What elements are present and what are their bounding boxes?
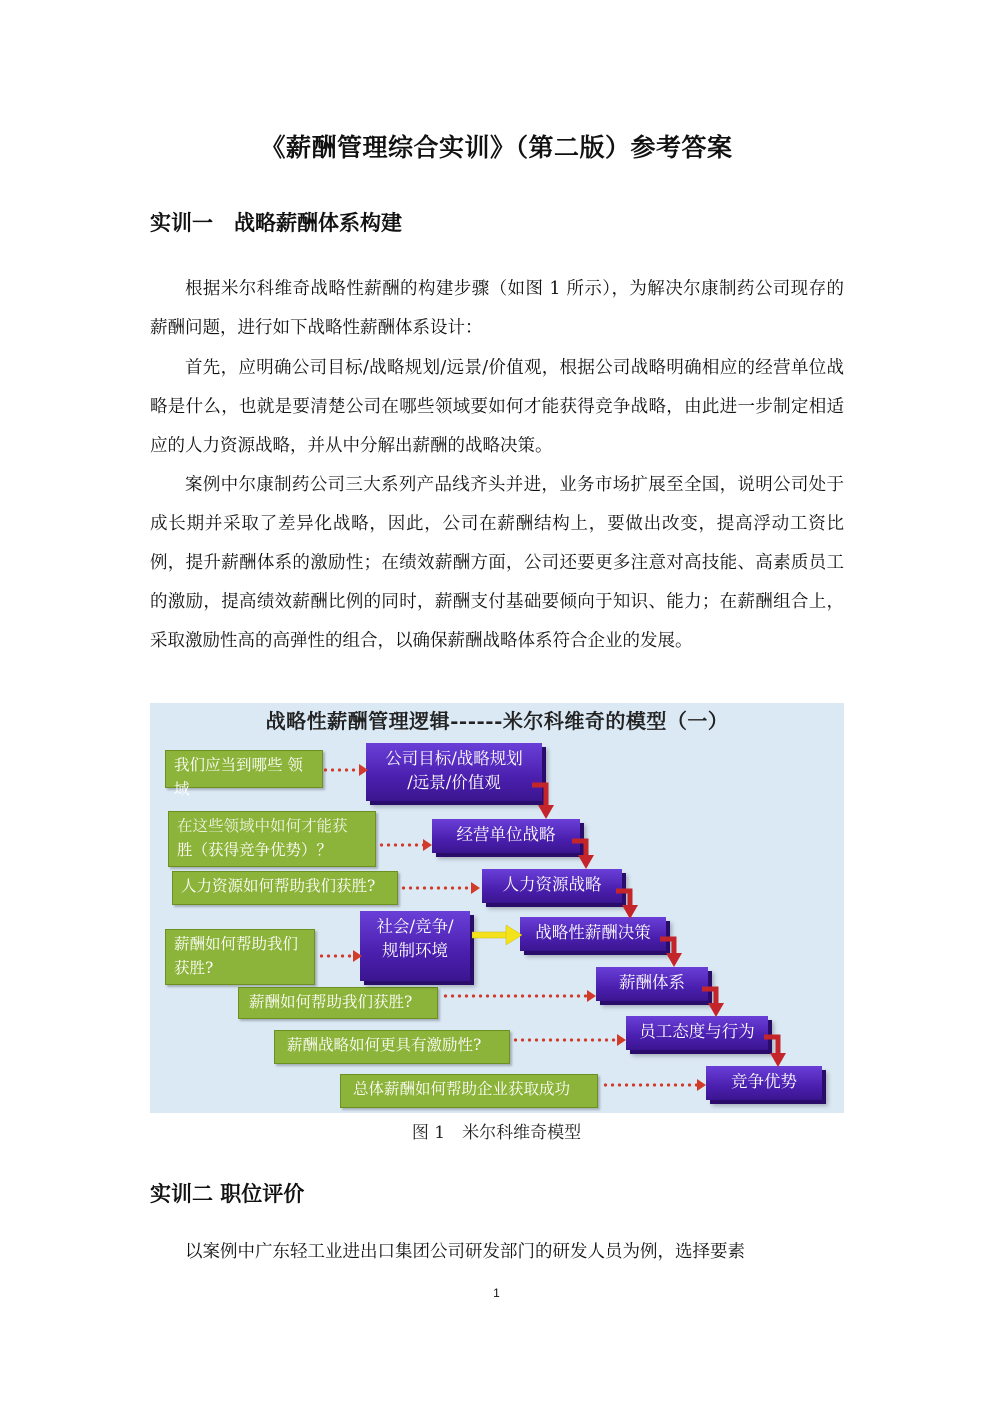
step-text: /远景/价值观	[407, 773, 501, 792]
step-text: 经营单位战略	[456, 825, 556, 844]
question-text: 薪酬如何帮助我们获胜?	[249, 993, 413, 1011]
section-heading-2: 实训二 职位评价	[150, 1181, 305, 1206]
milkovich-model-figure	[150, 703, 844, 1113]
question-box-5	[238, 987, 438, 1019]
red-arrow-icon	[614, 887, 644, 921]
question-text: 我们应当到哪些 领域	[174, 756, 303, 798]
question-text: 人力资源如何帮助我们获胜?	[181, 877, 376, 895]
question-box-4	[165, 929, 315, 985]
yellow-arrow-icon	[472, 925, 522, 945]
paragraph-1: 根据米尔科维奇战略性薪酬的构建步骤（如图 1 所示），为解决尔康制药公司现存的薪酬问题，进行如下战略性薪酬体系设计：	[150, 279, 844, 338]
page-number: 1	[493, 1286, 500, 1300]
dotted-arrow	[512, 1038, 618, 1042]
red-arrow-icon	[700, 985, 730, 1019]
step-compensation-system	[596, 967, 708, 1001]
red-arrow-icon	[762, 1033, 792, 1069]
step-company-goals	[366, 743, 542, 801]
figure-caption: 图 1 米尔科维奇模型	[411, 1123, 582, 1143]
paragraph-4: 以案例中广东轻工业进出口集团公司研发部门的研发人员为例，选择要素	[185, 1242, 745, 1262]
step-environment	[360, 911, 470, 981]
dotted-arrow	[602, 1083, 698, 1087]
dotted-arrow	[442, 994, 588, 998]
question-text: 薪酬战略如何更具有激励性?	[287, 1036, 482, 1054]
question-text: 胜（获得竞争优势）？	[177, 841, 333, 859]
red-arrow-icon	[530, 781, 560, 821]
paragraph-3: 案例中尔康制药公司三大系列产品线齐头并进，业务市场扩展至全国，说明公司处于成长期并采取了差异化战略，因此，公司在薪酬结构上，要做出改变，提高浮动工资比例，提升薪酬体系的激励性；在绩效薪酬方面，公司还要更多注意对高技能、高素质员工的激励，提高绩效薪酬比例的同时，薪酬支付基础要倾向于知识、能力；在薪酬组合上，采取激励性高的高弹性的组合，以确保薪酬战略体系符合企业的发展。	[150, 475, 844, 651]
step-text: 薪酬体系	[619, 973, 685, 992]
dotted-arrow	[378, 843, 424, 847]
step-text: 公司目标/战略规划	[385, 749, 523, 768]
question-text: 在这些领域中如何才能获	[177, 817, 348, 835]
question-text: 总体薪酬如何帮助企业获取成功	[353, 1080, 571, 1098]
question-text: 薪酬如何帮助我们	[174, 935, 299, 953]
page-title: 《薪酬管理综合实训》（第二版）参考答案	[260, 133, 733, 162]
question-text: 获胜?	[174, 959, 214, 977]
question-box-6	[274, 1030, 510, 1064]
paragraph-2: 首先，应明确公司目标/战略规划/远景/价值观，根据公司战略明确相应的经营单位战略是什么，也就是要清楚公司在哪些领域要如何才能获得竞争战略，由此进一步制定相适应的人力资源战略，并从中分解出薪酬的战略决策。	[150, 358, 844, 456]
step-text: 竞争优势	[731, 1072, 797, 1091]
step-employee-behavior	[626, 1016, 768, 1050]
figure-title: 战略性薪酬管理逻辑------米尔科维奇的模型（一）	[265, 709, 729, 733]
step-text: 规制环境	[382, 941, 448, 960]
question-box-3	[172, 871, 398, 905]
step-text: 员工态度与行为	[639, 1022, 755, 1041]
dotted-arrow	[400, 886, 472, 890]
step-competitive-advantage	[706, 1066, 822, 1100]
step-text: 战略性薪酬决策	[535, 923, 651, 942]
red-arrow-icon	[658, 935, 688, 969]
step-business-unit-strategy	[432, 819, 580, 853]
question-box-2	[168, 811, 376, 867]
question-box-7	[340, 1074, 598, 1108]
step-compensation-decision	[520, 917, 666, 951]
red-arrow-icon	[570, 837, 600, 871]
question-box-1	[165, 750, 323, 798]
step-text: 社会/竞争/	[376, 917, 454, 936]
step-hr-strategy	[482, 869, 622, 903]
section-heading-1: 实训一 战略薪酬体系构建	[150, 210, 402, 235]
step-text: 人力资源战略	[502, 875, 602, 894]
dotted-arrow	[322, 768, 360, 772]
dotted-arrow	[318, 954, 354, 958]
